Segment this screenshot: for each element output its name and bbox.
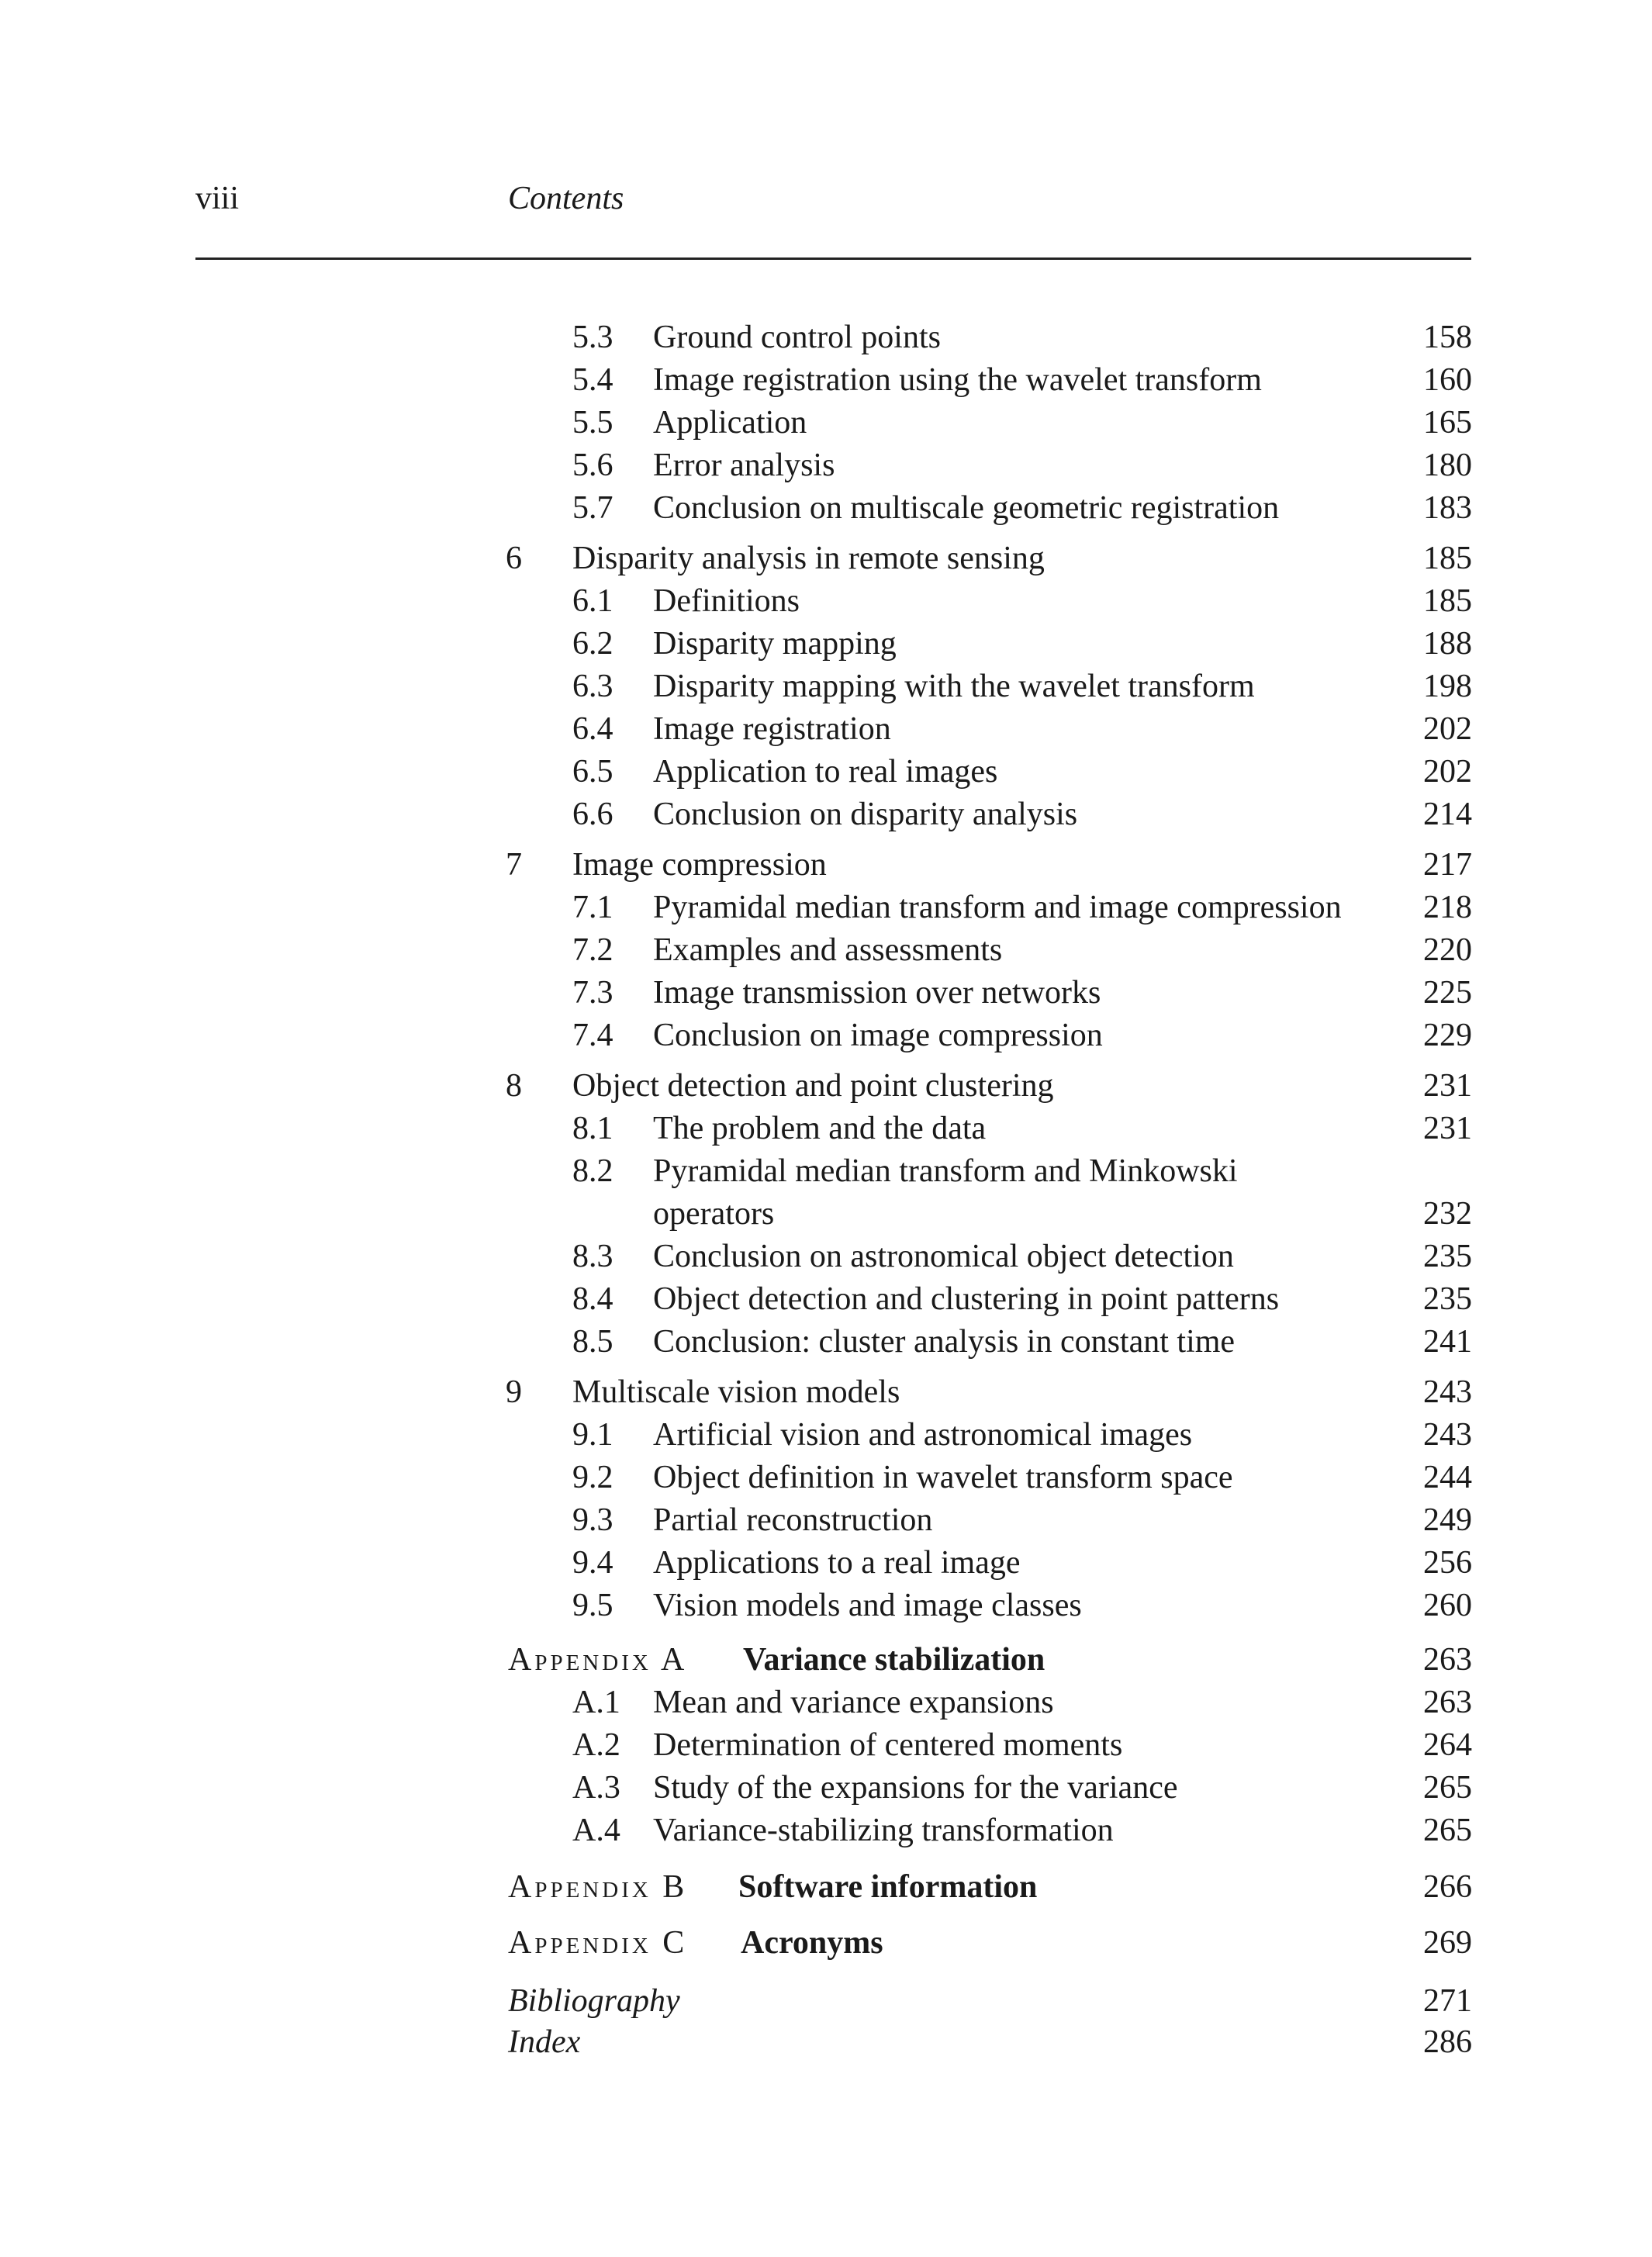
toc-entry-7-1[interactable] (0, 884, 1652, 931)
page-ref: 266 (1423, 1869, 1472, 1905)
toc-entry-5-4[interactable] (0, 357, 1652, 403)
section-number: 9.3 (572, 1502, 613, 1538)
page-ref: 264 (1423, 1727, 1472, 1763)
page-ref: 232 (1423, 1196, 1472, 1232)
section-title: Variance-stabilizing transformation (653, 1813, 1114, 1848)
page-ref: 260 (1423, 1588, 1472, 1623)
page-ref: 202 (1423, 711, 1472, 747)
section-number: 5.3 (572, 320, 613, 355)
page-ref: 217 (1423, 847, 1472, 883)
section-number: 6.2 (572, 626, 613, 662)
section-title: Disparity mapping (653, 626, 897, 662)
chapter-title: Object detection and point clustering (572, 1068, 1054, 1104)
page-ref: 214 (1423, 797, 1472, 832)
toc-entry-a-4[interactable] (0, 1807, 1652, 1854)
page-ref: 256 (1423, 1545, 1472, 1581)
section-number: 8.2 (572, 1153, 613, 1189)
section-title: Conclusion on astronomical object detection (653, 1239, 1234, 1274)
section-title: Pyramidal median transform and Minkowski (653, 1153, 1238, 1189)
page-ref: 198 (1423, 669, 1472, 704)
page-ref: 158 (1423, 320, 1472, 355)
chapter-number: 8 (506, 1068, 522, 1104)
toc-entry-a-1[interactable] (0, 1679, 1652, 1726)
section-title: Application (653, 405, 807, 441)
section-number: 8.1 (572, 1111, 613, 1146)
toc-index[interactable] (0, 2019, 1652, 2065)
section-number: A.1 (572, 1685, 620, 1720)
page-ref: 160 (1423, 362, 1472, 398)
section-number: 6.3 (572, 669, 613, 704)
page-ref: 269 (1423, 1925, 1472, 1961)
toc-appendix-a[interactable] (0, 1637, 1652, 1683)
section-number: 6.6 (572, 797, 613, 832)
toc-entry-7-2[interactable] (0, 927, 1652, 973)
toc-appendix-c[interactable] (0, 1920, 1652, 1966)
toc-entry-5-5[interactable] (0, 399, 1652, 446)
page-ref: 241 (1423, 1324, 1472, 1360)
section-title: Artificial vision and astronomical images (653, 1417, 1193, 1453)
toc-entry-6-6[interactable] (0, 791, 1652, 838)
section-title: Disparity mapping with the wavelet transform (653, 669, 1255, 704)
section-title: Conclusion on multiscale geometric registration (653, 490, 1280, 526)
chapter-number: 6 (506, 541, 522, 576)
section-number: 8.5 (572, 1324, 613, 1360)
section-number: A.2 (572, 1727, 620, 1763)
chapter-title: Image compression (572, 847, 827, 883)
appendix-label: Appendix A (508, 1642, 688, 1678)
section-number: 7.2 (572, 932, 613, 968)
appendix-label: Appendix B (508, 1869, 688, 1905)
page-number: viii (195, 181, 240, 216)
section-title: Object definition in wavelet transform space (653, 1460, 1233, 1495)
toc-entry-8-2-cont[interactable] (0, 1191, 1652, 1237)
toc-entry-5-3[interactable] (0, 314, 1652, 361)
page-ref: 263 (1423, 1642, 1472, 1678)
page-ref: 243 (1423, 1374, 1472, 1410)
section-number: 7.3 (572, 975, 613, 1011)
page-ref: 243 (1423, 1417, 1472, 1453)
toc-entry-a-3[interactable] (0, 1764, 1652, 1811)
section-title: Image transmission over networks (653, 975, 1101, 1011)
section-number: A.4 (572, 1813, 620, 1848)
section-number: 7.1 (572, 890, 613, 925)
section-title: Conclusion on image compression (653, 1018, 1103, 1053)
page-ref: 249 (1423, 1502, 1472, 1538)
section-title: Conclusion: cluster analysis in constant time (653, 1324, 1236, 1360)
appendix-label: Appendix C (508, 1925, 688, 1961)
section-number: 9.5 (572, 1588, 613, 1623)
page-ref: 229 (1423, 1018, 1472, 1053)
chapter-title: Disparity analysis in remote sensing (572, 541, 1045, 576)
toc-chapter-9[interactable] (0, 1369, 1652, 1415)
section-title: Image registration using the wavelet transform (653, 362, 1262, 398)
section-number: 5.6 (572, 448, 613, 483)
section-number: 5.7 (572, 490, 613, 526)
page-ref: 235 (1423, 1281, 1472, 1317)
toc-entry-6-4[interactable] (0, 706, 1652, 752)
chapter-number: 7 (506, 847, 522, 883)
toc-entry-8-5[interactable] (0, 1319, 1652, 1365)
toc-entry-8-4[interactable] (0, 1276, 1652, 1322)
page-ref: 225 (1423, 975, 1472, 1011)
toc-entry-9-4[interactable] (0, 1540, 1652, 1586)
page-ref: 265 (1423, 1813, 1472, 1848)
section-number: 7.4 (572, 1018, 613, 1053)
section-title: Determination of centered moments (653, 1727, 1123, 1763)
toc-entry-6-3[interactable] (0, 663, 1652, 710)
toc-chapter-6[interactable] (0, 535, 1652, 582)
section-number: 6.5 (572, 754, 613, 790)
section-title: Ground control points (653, 320, 941, 355)
page-ref: 244 (1423, 1460, 1472, 1495)
section-number: 8.4 (572, 1281, 613, 1317)
page-ref: 263 (1423, 1685, 1472, 1720)
bibliography-title: Bibliography (508, 1983, 680, 2019)
appendix-title: Acronyms (741, 1925, 883, 1961)
page-ref: 185 (1423, 583, 1472, 619)
section-number: 5.4 (572, 362, 613, 398)
toc-entry-9-1[interactable] (0, 1412, 1652, 1458)
page-ref: 271 (1423, 1983, 1472, 2019)
toc-entry-9-5[interactable] (0, 1582, 1652, 1629)
toc-entry-6-1[interactable] (0, 578, 1652, 624)
page-ref: 202 (1423, 754, 1472, 790)
section-title: Examples and assessments (653, 932, 1003, 968)
toc-entry-a-2[interactable] (0, 1722, 1652, 1768)
section-title: Application to real images (653, 754, 998, 790)
toc-entry-6-2[interactable] (0, 620, 1652, 667)
toc-bibliography[interactable] (0, 1978, 1652, 2024)
appendix-title: Variance stabilization (743, 1642, 1045, 1678)
page-ref: 220 (1423, 932, 1472, 968)
toc-entry-7-4[interactable] (0, 1012, 1652, 1059)
section-title-continued: operators (653, 1196, 775, 1232)
section-title: Vision models and image classes (653, 1588, 1082, 1623)
section-number: 5.5 (572, 405, 613, 441)
section-title: Partial reconstruction (653, 1502, 933, 1538)
page-ref: 183 (1423, 490, 1472, 526)
header-rule (195, 257, 1471, 260)
section-title: Pyramidal median transform and image compression (653, 890, 1342, 925)
chapter-title: Multiscale vision models (572, 1374, 900, 1410)
page-ref: 265 (1423, 1770, 1472, 1806)
section-number: 6.4 (572, 711, 613, 747)
toc-entry-7-3[interactable] (0, 970, 1652, 1016)
section-number: 9.1 (572, 1417, 613, 1453)
page-ref: 231 (1423, 1068, 1472, 1104)
toc-entry-9-2[interactable] (0, 1454, 1652, 1501)
toc-entry-9-3[interactable] (0, 1497, 1652, 1543)
toc-entry-5-7[interactable] (0, 485, 1652, 531)
toc-entry-5-6[interactable] (0, 442, 1652, 489)
index-title: Index (508, 2024, 581, 2060)
section-title: Conclusion on disparity analysis (653, 797, 1078, 832)
page-ref: 231 (1423, 1111, 1472, 1146)
toc-entry-8-2[interactable] (0, 1148, 1652, 1194)
page-ref: 286 (1423, 2024, 1472, 2060)
section-number: 9.2 (572, 1460, 613, 1495)
section-number: A.3 (572, 1770, 620, 1806)
toc-chapter-8[interactable] (0, 1063, 1652, 1109)
page-ref: 235 (1423, 1239, 1472, 1274)
section-number: 9.4 (572, 1545, 613, 1581)
page-ref: 218 (1423, 890, 1472, 925)
toc-entry-6-5[interactable] (0, 748, 1652, 795)
chapter-number: 9 (506, 1374, 522, 1410)
toc-entry-8-3[interactable] (0, 1233, 1652, 1280)
toc-entry-8-1[interactable] (0, 1105, 1652, 1152)
section-number: 6.1 (572, 583, 613, 619)
section-number: 8.3 (572, 1239, 613, 1274)
page-ref: 165 (1423, 405, 1472, 441)
appendix-title: Software information (738, 1869, 1038, 1905)
section-title: Error analysis (653, 448, 835, 483)
running-head: Contents (508, 181, 624, 216)
section-title: Image registration (653, 711, 891, 747)
section-title: Applications to a real image (653, 1545, 1021, 1581)
page-ref: 180 (1423, 448, 1472, 483)
section-title: The problem and the data (653, 1111, 987, 1146)
section-title: Object detection and clustering in point patterns (653, 1281, 1280, 1317)
page-ref: 185 (1423, 541, 1472, 576)
page-ref: 188 (1423, 626, 1472, 662)
section-title: Study of the expansions for the variance (653, 1770, 1178, 1806)
toc-chapter-7[interactable] (0, 842, 1652, 888)
toc-appendix-b[interactable] (0, 1864, 1652, 1910)
section-title: Definitions (653, 583, 800, 619)
section-title: Mean and variance expansions (653, 1685, 1054, 1720)
